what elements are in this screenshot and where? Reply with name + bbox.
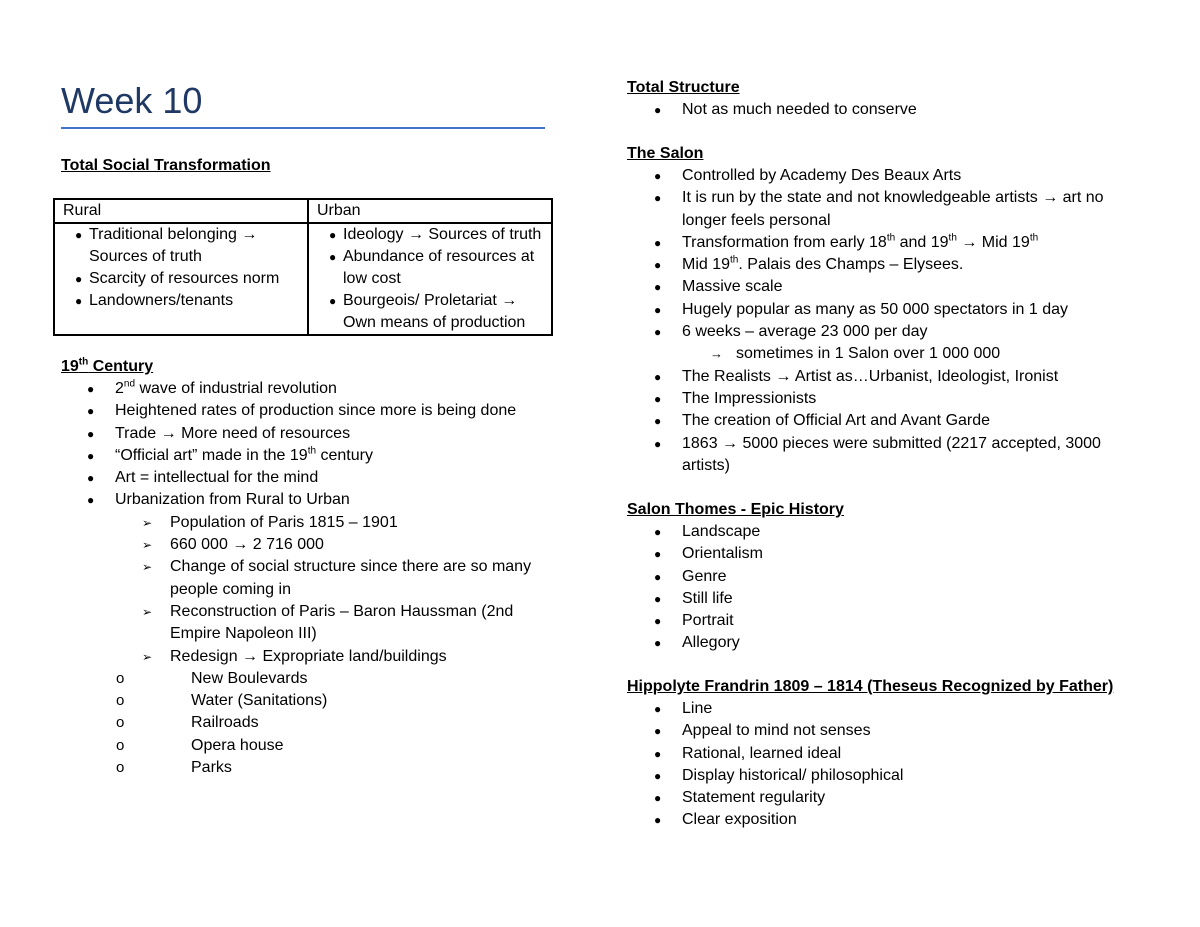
bullet-icon: ● <box>654 302 662 317</box>
bullet-icon: ● <box>654 258 662 273</box>
bullet-icon: ● <box>654 724 662 739</box>
list-item: ● Orientalism <box>682 543 1147 565</box>
list-item: ➢ Reconstruction of Paris – Baron Haussman (2nd Empire Napoleon III) <box>142 602 514 643</box>
bullet-icon: ● <box>87 426 95 441</box>
bullet-icon: ● <box>654 325 662 340</box>
bullet-icon: ● <box>75 272 83 286</box>
list-item: ● Display historical/ philosophical <box>682 765 1147 787</box>
list-item: ● Controlled by Academy Des Beaux Arts <box>682 165 1110 187</box>
arrow-bullet-icon: ➢ <box>142 515 153 530</box>
list-item: o Water (Sanitations) <box>191 690 561 712</box>
themes-section <box>627 499 1147 655</box>
list-item: ➢ Population of Paris 1815 – 1901 <box>170 512 561 534</box>
themes-list <box>627 521 1147 655</box>
bullet-icon: ● <box>654 369 662 384</box>
rural-list <box>75 224 307 312</box>
urban-list <box>329 224 551 334</box>
century-list <box>61 378 561 512</box>
list-item: ● Portrait <box>682 610 1147 632</box>
bullet-icon: ● <box>75 294 83 308</box>
list-item: ● Still life <box>682 588 1147 610</box>
bullet-icon: ● <box>87 382 95 396</box>
list-item: ● Allegory <box>682 632 1147 654</box>
list-item: ● Scarcity of resources norm <box>75 268 307 290</box>
salon-heading: The Salon <box>627 145 704 162</box>
list-item: o New Boulevards <box>191 668 561 690</box>
title-underline <box>61 127 545 129</box>
redesign-list <box>61 668 561 779</box>
list-item: ● Abundance of resources at low cost <box>329 248 535 287</box>
bullet-icon: ● <box>654 813 662 828</box>
list-item: ➢ 660 000 → 2 716 000 <box>170 534 561 556</box>
salon-list <box>627 165 1110 477</box>
list-item: ● The Impressionists <box>682 388 1110 410</box>
bullet-icon: ● <box>654 525 662 539</box>
social-section <box>61 155 271 177</box>
bullet-icon: ● <box>87 404 95 419</box>
list-item: ● Genre <box>682 566 1147 588</box>
bullet-icon: ● <box>654 636 662 651</box>
structure-section <box>627 77 1147 121</box>
list-item: ● Appeal to mind not senses <box>682 720 1147 742</box>
urbanization-list <box>61 512 561 668</box>
frandrin-heading: Hippolyte Frandrin 1809 – 1814 (Theseus Recognized by Father) <box>627 678 1114 695</box>
bullet-icon: ● <box>654 169 662 183</box>
bullet-icon: ● <box>87 493 95 508</box>
list-item: ● Traditional belonging → Sources of truth <box>75 226 258 265</box>
list-item: ● 2nd wave of industrial revolution <box>115 378 561 400</box>
circle-bullet-icon: o <box>116 669 125 687</box>
rural-header: Rural <box>54 199 308 223</box>
circle-bullet-icon: o <box>116 692 125 710</box>
list-item: ● Transformation from early 18th and 19th → Mid 19th <box>682 232 1110 254</box>
list-item: ● Landowners/tenants <box>75 290 307 312</box>
bullet-icon: ● <box>654 235 662 250</box>
list-item: ● Massive scale <box>682 276 1110 298</box>
list-item: ● Landscape <box>682 521 1147 543</box>
list-item: ● Heightened rates of production since more is being done <box>115 400 561 422</box>
table-body-row <box>54 223 552 335</box>
list-item: ● Trade → More need of resources <box>115 423 561 445</box>
bullet-icon: ● <box>654 569 662 584</box>
structure-list <box>627 99 1147 121</box>
bullet-icon: ● <box>654 391 662 406</box>
list-item: ● The Realists → Artist as…Urbanist, Ideologist, Ironist <box>682 366 1110 388</box>
list-item: ● Not as much needed to conserve <box>682 99 1147 121</box>
circle-bullet-icon: o <box>116 736 125 754</box>
circle-bullet-icon: o <box>116 714 125 732</box>
frandrin-list <box>627 698 1147 832</box>
list-item: o Parks <box>191 757 561 779</box>
list-item: ● Hugely popular as many as 50 000 spectators in 1 day <box>682 299 1110 321</box>
list-item: ● Mid 19th. Palais des Champs – Elysees. <box>682 254 1110 276</box>
salon-section <box>627 143 1147 477</box>
bullet-icon: ● <box>654 746 662 761</box>
rural-cell <box>54 223 308 335</box>
list-item: ● “Official art” made in the 19th century <box>115 445 561 467</box>
arrow-bullet-icon: ➢ <box>142 538 153 553</box>
arrow-bullet-icon: ➢ <box>142 649 153 664</box>
bullet-icon: ● <box>654 768 662 783</box>
bullet-icon: ● <box>87 471 95 486</box>
century-section <box>61 356 561 779</box>
bullet-icon: ● <box>654 280 662 295</box>
bullet-icon: ● <box>654 103 662 117</box>
list-item: → sometimes in 1 Salon over 1 000 000 <box>682 343 1110 365</box>
bullet-icon: ● <box>654 591 662 606</box>
frandrin-section <box>627 676 1147 832</box>
list-item: o Railroads <box>191 712 561 734</box>
arrow-bullet-icon: ➢ <box>142 604 153 619</box>
bullet-icon: ● <box>329 294 337 308</box>
list-item: ● 1863 → 5000 pieces were submitted (2217 accepted, 3000 artists) <box>654 434 1101 474</box>
arrow-icon: → <box>710 346 723 362</box>
bullet-icon: ● <box>654 436 662 451</box>
bullet-icon: ● <box>329 228 337 242</box>
urban-cell <box>308 223 552 335</box>
list-item: ● Statement regularity <box>682 787 1147 809</box>
bullet-icon: ● <box>654 414 662 429</box>
list-item: ➢ Change of social structure since there are so many people coming in <box>142 558 532 598</box>
list-item: ● The creation of Official Art and Avant Garde <box>682 410 1110 432</box>
bullet-icon: ● <box>75 228 83 242</box>
circle-bullet-icon: o <box>116 759 125 777</box>
bullet-icon: ● <box>87 448 95 463</box>
bullet-icon: ● <box>654 614 662 629</box>
bullet-icon: ● <box>329 250 337 264</box>
social-heading: Total Social Transformation <box>61 157 271 174</box>
list-item: o Opera house <box>191 735 561 757</box>
list-item: ● Ideology → Sources of truth <box>329 224 551 246</box>
bullet-icon: ● <box>654 702 662 716</box>
arrow-bullet-icon: ➢ <box>142 560 153 575</box>
bullet-icon: ● <box>654 791 662 806</box>
rural-urban-table <box>53 198 553 336</box>
structure-heading: Total Structure <box>627 79 740 96</box>
list-item: ● 6 weeks – average 23 000 per day <box>682 321 1110 343</box>
list-item: ● Clear exposition <box>682 809 1147 831</box>
bullet-icon: ● <box>654 191 662 206</box>
urban-header: Urban <box>308 199 552 223</box>
list-item: ➢ Redesign → Expropriate land/buildings <box>170 646 561 668</box>
list-item: ● Art = intellectual for the mind <box>115 467 561 489</box>
table-header-row <box>54 199 552 223</box>
list-item: ● Rational, learned ideal <box>682 743 1147 765</box>
themes-heading: Salon Thomes - Epic History <box>627 501 844 518</box>
page-title: Week 10 <box>61 80 203 121</box>
bullet-icon: ● <box>654 547 662 562</box>
list-item: ● It is run by the state and not knowledgeable artists → art no longer feels personal <box>654 189 1104 229</box>
list-item: ● Bourgeois/ Proletariat → Own means of production <box>329 292 526 331</box>
list-item: ● Line <box>682 698 1147 720</box>
list-item: ● Urbanization from Rural to Urban <box>115 489 561 511</box>
century-heading: 19th Century <box>61 356 154 375</box>
